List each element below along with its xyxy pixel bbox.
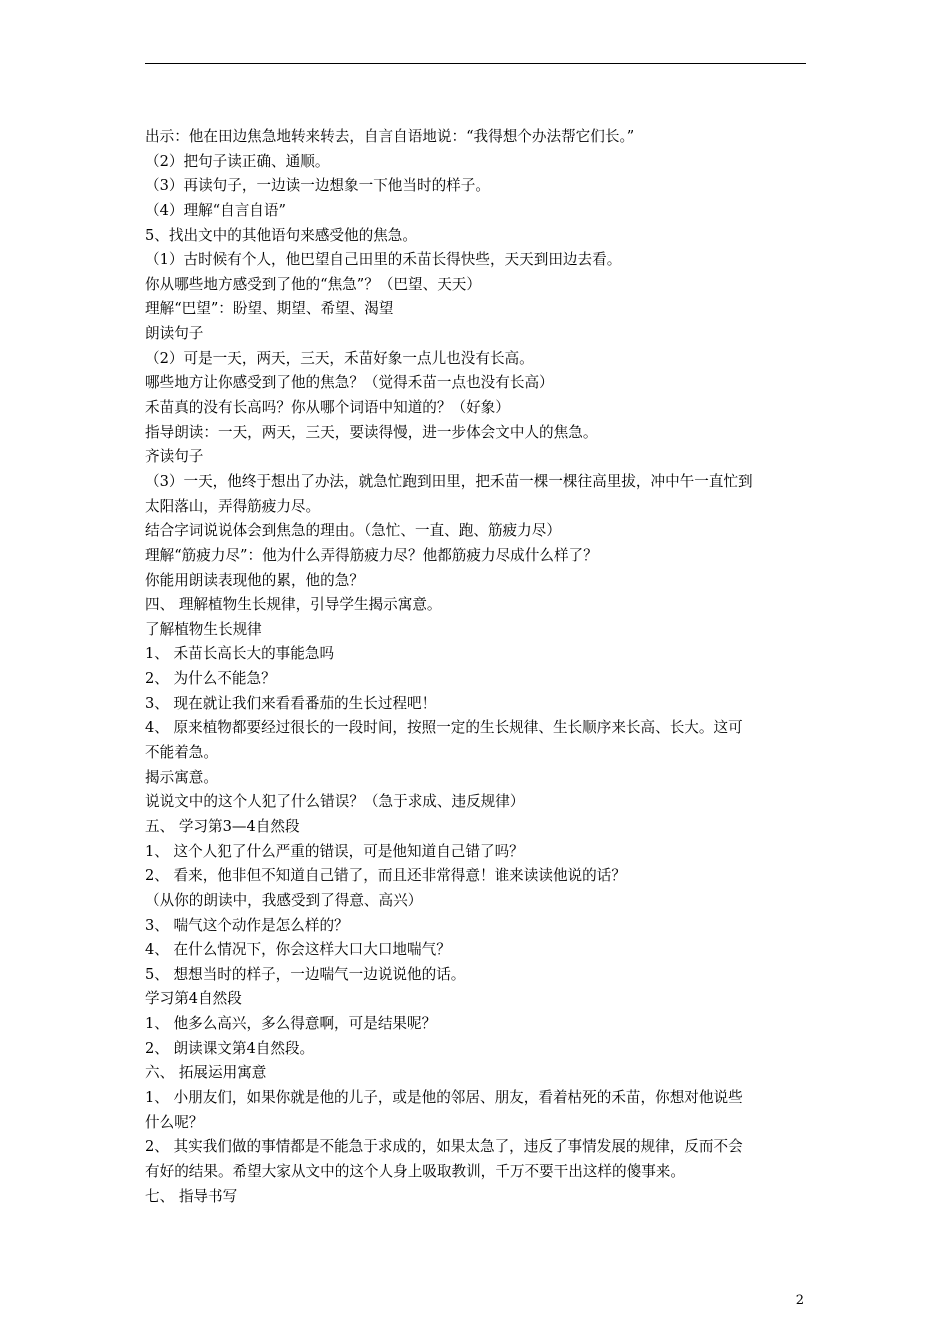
text-line: 2、 看来，他非但不知道自己错了，而且还非常得意！谁来读读他说的话？ — [145, 867, 626, 885]
text-line: 3、 喘气这个动作是怎么样的？ — [145, 916, 349, 934]
text-line: 1、 这个人犯了什么严重的错误，可是他知道自己错了吗？ — [145, 842, 524, 860]
text-line: 1、 小朋友们，如果你就是他的儿子，或是他的邻居、朋友，看着枯死的禾苗，你想对他说些 — [145, 1088, 743, 1106]
text-line: 5、 想想当时的样子，一边喘气一边说说他的话。 — [145, 965, 466, 983]
text-line: 什么呢？ — [145, 1113, 204, 1131]
text-line: 有好的结果。希望大家从文中的这个人身上吸取教训，千万不要干出这样的傻事来。 — [145, 1162, 685, 1180]
text-line: 4、 在什么情况下，你会这样大口大口地喘气？ — [145, 941, 451, 959]
page-number: 2 — [795, 1293, 804, 1308]
text-line: 4、 原来植物都要经过很长的一段时间，按照一定的生长规律、生长顺序来长高、长大。这可 — [145, 719, 743, 737]
text-line: （3）再读句子，一边读一边想象一下他当时的样子。 — [145, 177, 490, 195]
document-body — [145, 125, 810, 1209]
text-line: 五、 学习第3—4自然段 — [145, 817, 300, 835]
text-line: 了解植物生长规律 — [145, 620, 262, 638]
text-line: 不能着急。 — [145, 744, 218, 762]
text-line: 四、 理解植物生长规律，引导学生揭示寓意。 — [145, 596, 442, 614]
text-line: 朗读句子 — [145, 325, 204, 343]
text-line: （1）古时候有个人，他巴望自己田里的禾苗长得快些，天天到田边去看。 — [145, 251, 622, 269]
text-line: 3、 现在就让我们来看看番茄的生长过程吧！ — [145, 694, 437, 712]
text-line: 六、 拓展运用寓意 — [145, 1064, 267, 1082]
text-line: 理解“巴望”：盼望、期望、希望、渴望 — [145, 300, 394, 318]
text-line: 结合字词说说体会到焦急的理由。（急忙、一直、跑、筋疲力尽） — [145, 522, 561, 540]
text-line: 指导朗读：一天，两天，三天，要读得慢，进一步体会文中人的焦急。 — [145, 423, 598, 441]
text-line: 七、 指导书写 — [145, 1187, 238, 1205]
text-line: 齐读句子 — [145, 448, 204, 466]
text-line: 太阳落山，弄得筋疲力尽。 — [145, 497, 321, 515]
text-line: 学习第4自然段 — [145, 990, 242, 1008]
text-line: 说说文中的这个人犯了什么错误？（急于求成、违反规律） — [145, 793, 525, 811]
text-line: 1、 他多么高兴，多么得意啊，可是结果呢？ — [145, 1015, 437, 1033]
text-line: （4）理解“自言自语” — [145, 201, 286, 219]
text-line: （从你的朗读中，我感受到了得意、高兴） — [145, 891, 423, 909]
text-line: （2）把句子读正确、通顺。 — [145, 152, 330, 170]
text-line: 5、找出文中的其他语句来感受他的焦急。 — [145, 226, 417, 244]
text-line: 你能用朗读表现他的累，他的急？ — [145, 571, 364, 589]
text-line: 2、 朗读课文第4自然段。 — [145, 1039, 315, 1057]
text-line: 2、 为什么不能急？ — [145, 670, 276, 688]
text-line: （2）可是一天，两天，三天，禾苗好象一点儿也没有长高。 — [145, 349, 534, 367]
text-line: 2、 其实我们做的事情都是不能急于求成的，如果太急了，违反了事情发展的规律，反而不会 — [145, 1138, 743, 1156]
text-line: 理解“筋疲力尽”：他为什么弄得筋疲力尽？他都筋疲力尽成什么样了？ — [145, 546, 598, 564]
header-rule — [145, 63, 806, 64]
text-line: 禾苗真的没有长高吗？你从哪个词语中知道的？（好象） — [145, 399, 510, 417]
text-line: 1、 禾苗长高长大的事能急吗 — [145, 645, 335, 663]
text-line: 出示：他在田边焦急地转来转去，自言自语地说：“我得想个办法帮它们长。” — [145, 128, 635, 145]
text-line: 哪些地方让你感受到了他的焦急？（觉得禾苗一点也没有长高） — [145, 374, 554, 392]
text-line: 揭示寓意。 — [145, 768, 218, 786]
text-line: （3）一天，他终于想出了办法，就急忙跑到田里，把禾苗一棵一棵往高里拔，冲中午一直忙到 — [145, 472, 753, 490]
text-line: 你从哪些地方感受到了他的“焦急”？（巴望、天天） — [145, 275, 481, 293]
